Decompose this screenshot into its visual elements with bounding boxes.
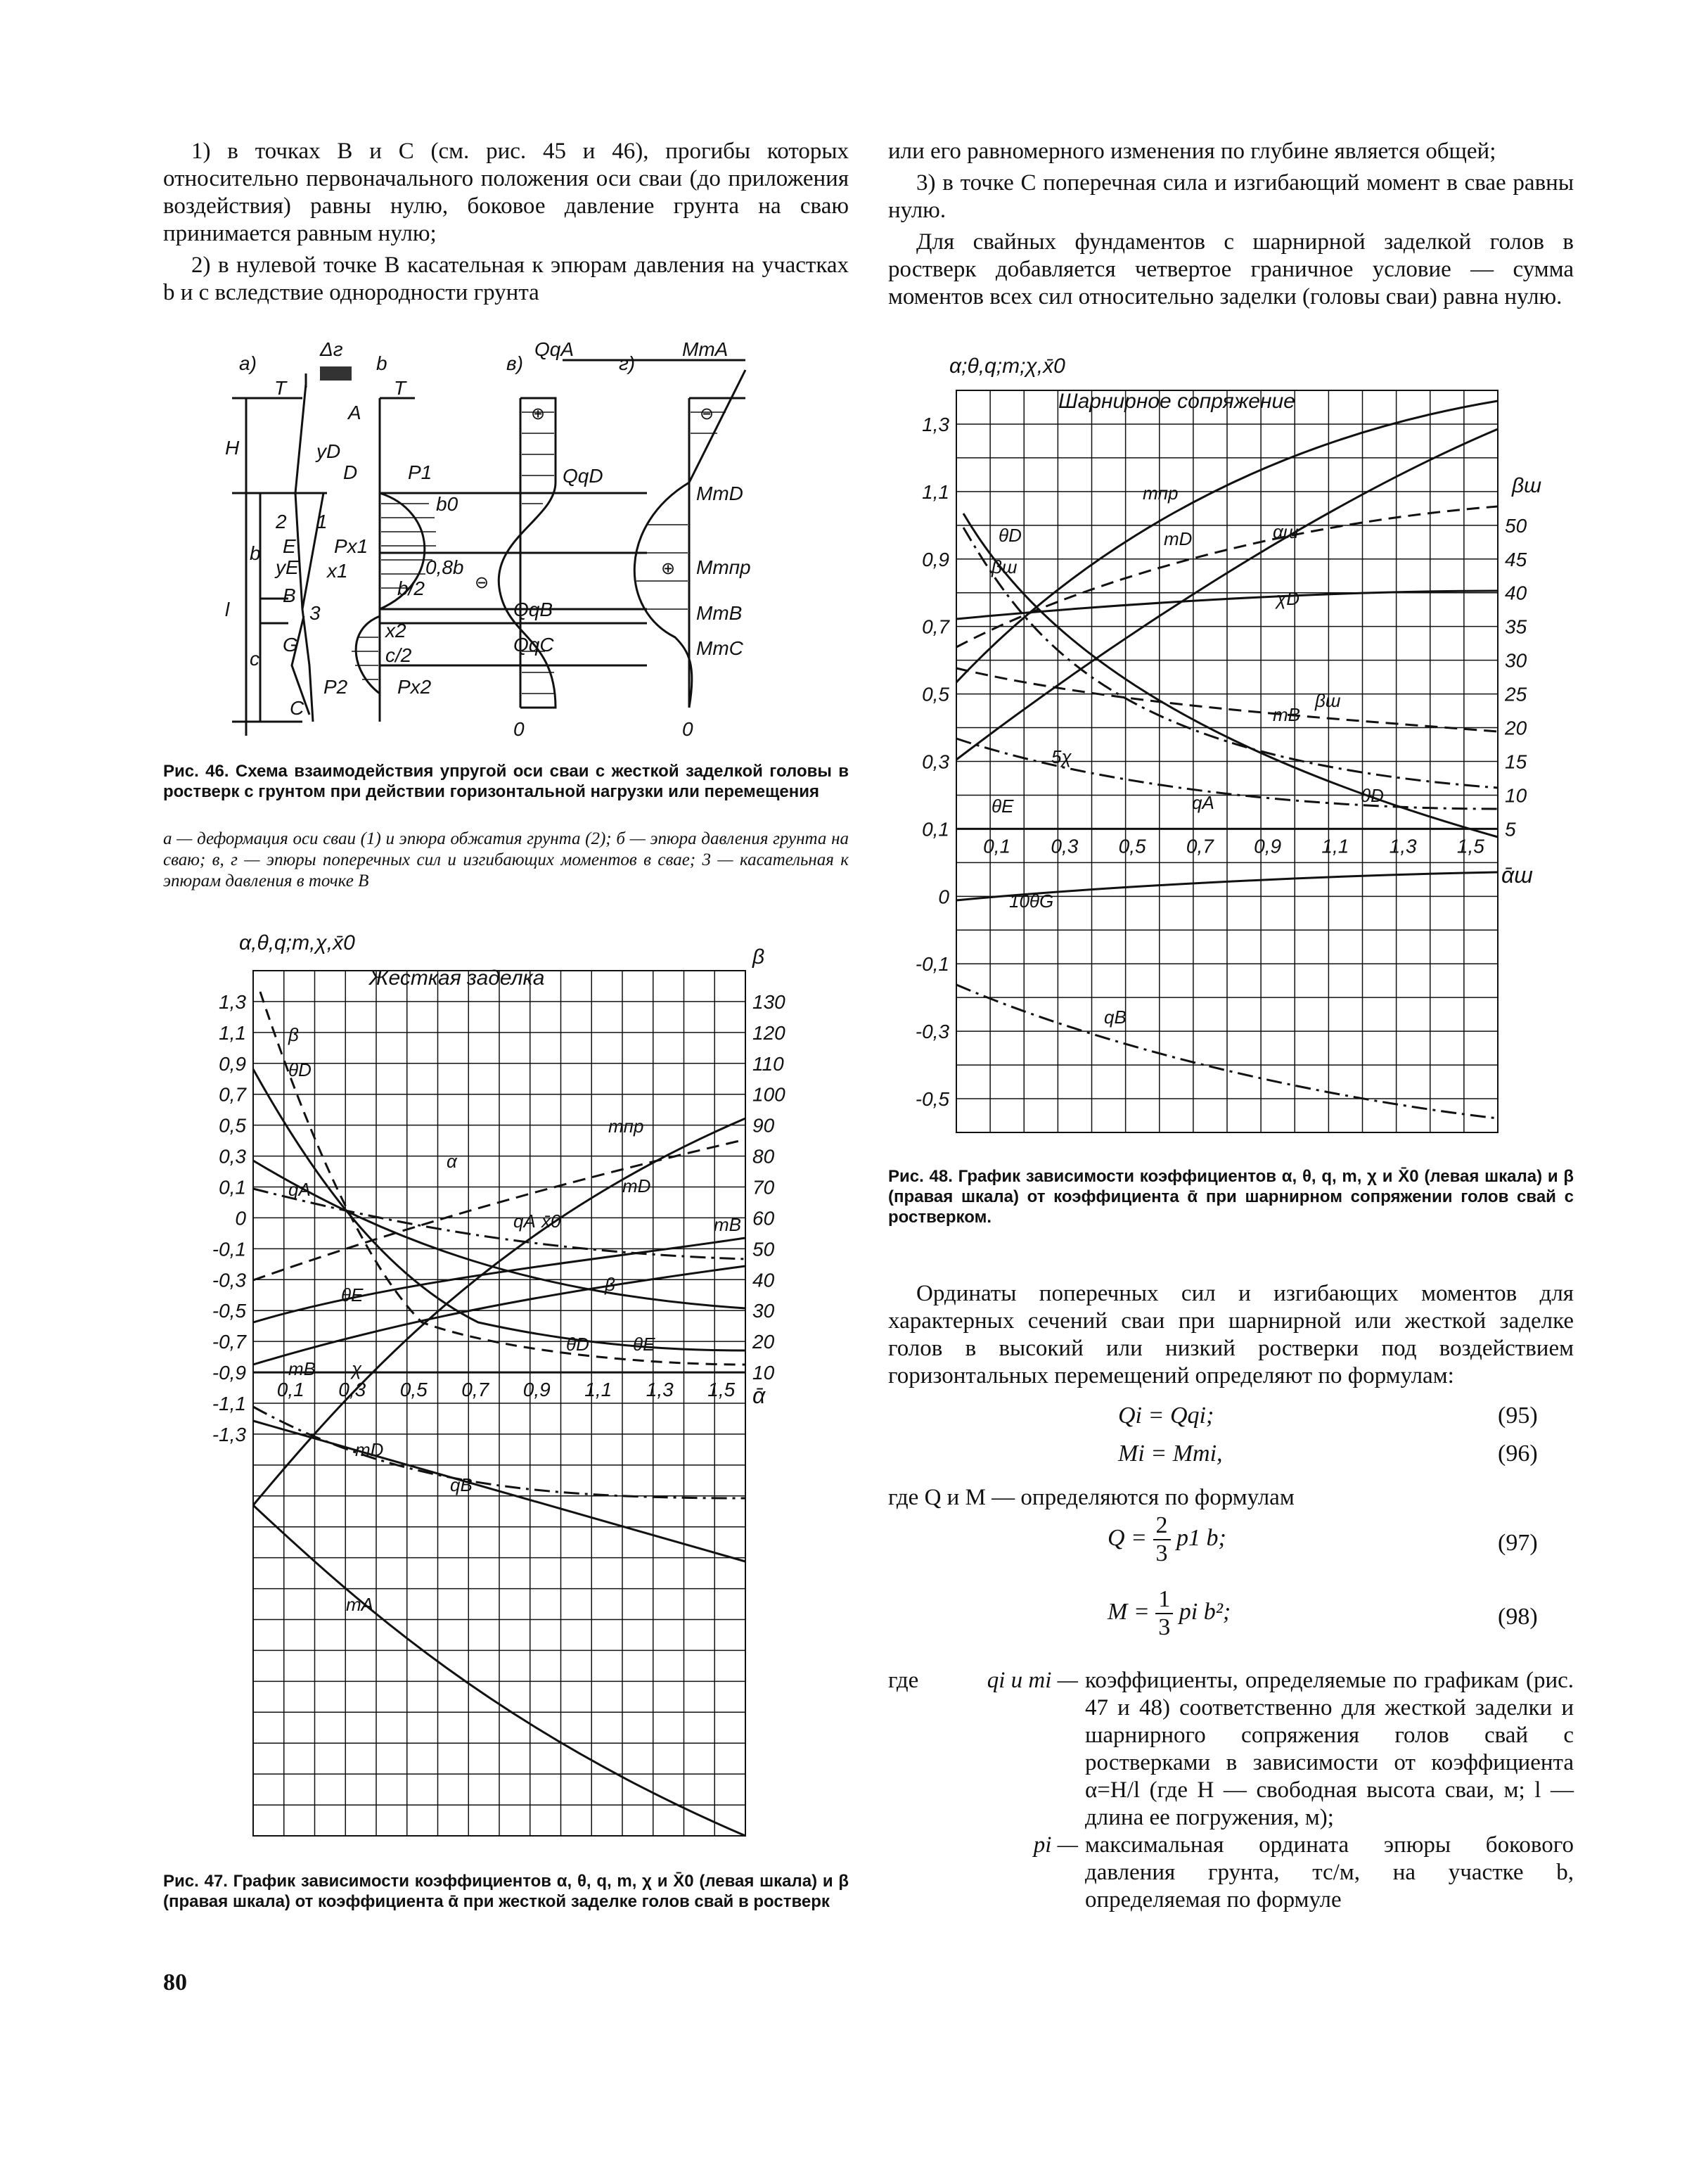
f98-den: 3 [1158, 1614, 1171, 1640]
fig47-left-tick: 0 [235, 1207, 246, 1230]
figure-47-chart [183, 928, 851, 1843]
fig48-x-tick: 1,5 [1456, 835, 1484, 857]
fig47-curve-beta [260, 992, 745, 1365]
f97-frac [1153, 1512, 1171, 1567]
left-column-text [163, 138, 849, 311]
fig48-right-tick: 30 [1505, 649, 1527, 672]
fig47-left-tick: 1,1 [219, 1021, 246, 1044]
fig48-right-tick: 20 [1505, 717, 1527, 739]
fig48-x-tick: 0,3 [1051, 835, 1079, 857]
fig47-right-tick: 10 [752, 1362, 775, 1384]
fig46-label-H: H [225, 437, 240, 459]
fig46-label-dg: Δг [320, 342, 343, 360]
fig47-left-tick: -0,5 [212, 1300, 246, 1322]
fig48-right-tick: 25 [1505, 683, 1527, 705]
fig48-x-tick: 0,9 [1254, 835, 1282, 857]
fig48-right-tick: 35 [1505, 615, 1527, 638]
eqno-97: (97) [1498, 1530, 1538, 1556]
fig47-x-tick: 0,5 [399, 1379, 428, 1401]
fig47-label-mpr: mпр [608, 1116, 644, 1137]
fig48-right-tick: 5 [1505, 818, 1516, 841]
fig47-left-tick: -0,1 [212, 1238, 246, 1260]
fig46-caption: Рис. 46. Схема взаимодействия упругой оси сваи с жесткой заделкой головы в ростверк с грунтом при действии горизонтальной нагрузки или перемещения [163, 762, 849, 801]
f98-lhs: M = [1108, 1598, 1150, 1625]
fig47-left-tick: 0,7 [219, 1083, 246, 1106]
pi-desc: максимальная ордината эпюры бокового давления грунта, тс/м, на участке b, определяемая по формуле [1085, 1832, 1574, 1912]
fig48-label-betaSh: βш [992, 556, 1018, 577]
eqno-95: (95) [1498, 1403, 1538, 1429]
fig46-label-P1: P1 [408, 461, 432, 483]
figure-48-chart [893, 352, 1568, 1139]
fig48-axis-right-title: βш [1512, 474, 1542, 497]
fig47-inner-title: Жесткая заделка [369, 966, 545, 990]
fig46-label-T2: T [394, 377, 406, 399]
fig47-left-tick: -0,7 [212, 1331, 246, 1353]
fig47-label-alpha: α [447, 1151, 457, 1172]
fig48-left-tick: -0,5 [915, 1088, 949, 1111]
where-label: где [888, 1668, 919, 1693]
fig48-inner-title: Шарнирное сопряжение [1058, 390, 1295, 413]
fig47-label-beta: β [288, 1024, 299, 1045]
fig48-left-tick: -0,1 [915, 953, 949, 976]
fig47-x-axis-label: ᾱ [752, 1383, 766, 1408]
fig47-right-tick: 90 [752, 1114, 775, 1137]
fig46-label-Mmpr: Mmпр [696, 556, 751, 578]
fig46-label-b: b [376, 352, 387, 374]
fig46-label-g: г) [619, 352, 636, 374]
fig47-axis-left-title: α,θ,q;m,χ,x̄0 [239, 931, 355, 954]
fig48-left-tick: -0,3 [915, 1021, 949, 1043]
fig47-left-tick: 0,9 [219, 1052, 246, 1075]
f97-den: 3 [1155, 1540, 1168, 1566]
fig47-label-qA: qA [288, 1179, 311, 1200]
fig46-label-yE: yE [276, 556, 299, 578]
fig47-x-tick: 0,3 [338, 1379, 366, 1401]
fig47-label-mD: mD [622, 1175, 651, 1196]
paragraph: 3) в точке C поперечная сила и изгибающий момент в свае равны нулю. [888, 170, 1574, 223]
fig46-label-bseg: b [250, 542, 261, 564]
fig46-label-D: D [343, 461, 358, 483]
fig46-label-v: в) [506, 352, 523, 374]
fig46-label-MmA: MmA [682, 342, 729, 360]
fig46-label-b0: b0 [436, 493, 458, 515]
fig48-right-tick: 15 [1505, 751, 1527, 773]
fig48-x-tick: 1,1 [1321, 835, 1349, 857]
f98-rhs: pi b²; [1179, 1598, 1231, 1625]
fig47-label-thetaE: θE [341, 1284, 364, 1305]
fig46-label-E: E [283, 535, 296, 557]
fig47-right-tick: 80 [752, 1145, 775, 1168]
fig46-label-MmD: MmD [696, 483, 743, 504]
fig47-right-tick: 30 [752, 1300, 775, 1322]
f97-rhs: p1 b; [1176, 1524, 1226, 1551]
fig47-right-tick: 120 [752, 1021, 785, 1044]
pi-term: pi — [1033, 1832, 1078, 1858]
eqno-98: (98) [1498, 1604, 1538, 1630]
fig48-x-axis-label: ᾱш [1501, 862, 1533, 888]
fig48-left-tick: 0,3 [922, 751, 949, 773]
figure-46 [225, 342, 759, 743]
svg-text:⊕: ⊕ [531, 404, 546, 423]
fig46-label-QqA: QqA [534, 342, 575, 360]
fig47-label-mB2: mB [288, 1358, 316, 1379]
fig47-x-tick: 1,1 [584, 1379, 612, 1401]
fig46-label-x1: x1 [327, 560, 348, 582]
fig47-axis-right-title: β [752, 945, 765, 969]
fig46-label-1: 1 [316, 511, 328, 532]
fig48-label-theta10: 10θG [1009, 890, 1054, 912]
fig48-left-tick: 1,3 [922, 413, 949, 435]
fig46-label-Px1: Px1 [334, 535, 368, 557]
fig47-right-tick: 70 [752, 1176, 775, 1199]
fig47-left-tick: 0,3 [219, 1145, 246, 1168]
fig46-label-T1: T [274, 377, 287, 399]
fig48-left-tick: 0,1 [922, 818, 949, 841]
fig48-left-tick: 0,9 [922, 548, 949, 570]
fig47-right-tick: 40 [752, 1269, 775, 1291]
paragraph: или его равномерного изменения по глубине является общей; [888, 139, 1496, 164]
fig47-right-tick: 50 [752, 1238, 775, 1260]
fig47-caption: Рис. 47. График зависимости коэффициентов α, θ, q, m, χ и X̄0 (левая шкала) и β (правая шкала) от коэффициента ᾱ при жесткой заделке голов свай в ростверк [163, 1872, 849, 1911]
fig46-label-QqC: QqC [513, 634, 554, 656]
fig47-left-tick: -1,3 [212, 1423, 246, 1445]
right-column-text-top [888, 138, 1574, 315]
fig48-right-tick: 40 [1505, 582, 1527, 604]
where-q-m: где Q и M — определяются по формулам [888, 1485, 1295, 1510]
qi-term: qi и mi — [987, 1668, 1078, 1693]
fig46-label-2: 2 [276, 511, 287, 532]
fig46-label-x2: x2 [385, 620, 406, 641]
fig46-label-yD: yD [316, 440, 341, 462]
fig48-left-tick: 1,1 [922, 480, 949, 503]
f98-num: 1 [1155, 1586, 1173, 1614]
fig46-label-P2: P2 [323, 676, 348, 698]
fig47-label-mB: mB [714, 1214, 741, 1235]
fig48-right-tick: 10 [1505, 784, 1527, 807]
fig47-label-qA2: qA [513, 1211, 536, 1232]
fig47-label-thetaD: θD [288, 1059, 312, 1080]
fig48-label-qA: qA [1192, 792, 1214, 813]
formula-98 [1108, 1586, 1231, 1641]
fig46-label-zero2: 0 [682, 718, 693, 740]
formula-96: Mi = Mmi, [1118, 1441, 1223, 1467]
eqno-96: (96) [1498, 1441, 1538, 1467]
rostverk-hatch [320, 366, 352, 381]
fig48-label-chi: χD [1276, 588, 1300, 609]
fig48-label-betaSh2: βш [1315, 690, 1341, 711]
fig48-curve-beta [963, 528, 1498, 788]
fig48-label-mB: mB [1273, 704, 1300, 725]
fig48-left-tick: 0 [938, 886, 949, 908]
fig47-x-tick: 1,5 [707, 1379, 736, 1401]
fig46-label-B: B [283, 585, 296, 606]
formula-97 [1108, 1512, 1226, 1567]
fig48-x-tick: 0,7 [1186, 835, 1214, 857]
fig46-label-C: C [290, 697, 304, 719]
fig46-label-c2: c/2 [385, 644, 412, 666]
fig46-label-QqB: QqB [513, 599, 553, 620]
fig47-right-tick: 100 [752, 1083, 785, 1106]
fig47-label-qB: qB [450, 1474, 473, 1495]
fig47-left-tick: 1,3 [219, 990, 246, 1013]
fig47-label-mA: mA [346, 1594, 373, 1615]
fig48-label-thetaD2: θD [1361, 785, 1384, 806]
fig48-label-mD: mD [1164, 528, 1193, 549]
fig47-right-tick: 130 [752, 990, 785, 1013]
svg-text:⊖: ⊖ [475, 573, 489, 592]
fig48-label-5x: 5χ [1051, 746, 1072, 767]
fig47-left-tick: 0,5 [219, 1114, 246, 1137]
page-number: 80 [163, 1969, 187, 1995]
paragraph: Для свайных фундаментов с шарнирной заделкой голов в ростверк добавляется четвертое граничное условие — сумма моментов всех сил относительно заделки (головы сваи) равна нулю. [888, 229, 1574, 309]
svg-text:⊖: ⊖ [700, 404, 714, 423]
fig47-x-tick: 0,9 [522, 1379, 551, 1401]
fig46-label-zero1: 0 [513, 718, 525, 740]
fig46-label-l: l [225, 599, 230, 620]
fig48-curve-thetaD [963, 513, 1498, 837]
fig47-left-tick: -0,9 [212, 1362, 246, 1384]
fig47-left-tick: 0,1 [219, 1176, 246, 1199]
fig46-label-MmC: MmC [696, 637, 743, 659]
fig47-right-tick: 110 [752, 1052, 784, 1075]
fig48-label-alpha: αш [1273, 521, 1299, 542]
fig46-label-G: G [283, 634, 298, 656]
fig48-caption: Рис. 48. График зависимости коэффициентов α, θ, q, m, χ и X̄0 (левая шкала) и β (правая шкала) от коэффициента ᾱ при шарнирном сопряжении голов свай с ростверком. [888, 1167, 1574, 1227]
fig47-label-mD2: mD [355, 1439, 384, 1460]
fig47-left-tick: -1,1 [212, 1393, 246, 1415]
f97-num: 2 [1153, 1512, 1171, 1540]
fig48-x-tick: 0,1 [983, 835, 1011, 857]
f97-lhs: Q = [1108, 1524, 1147, 1551]
paragraph: 2) в нулевой точке B касательная к эпюрам давления на участках b и c вследствие однородности грунта [163, 253, 849, 305]
fig48-right-tick: 45 [1505, 548, 1527, 570]
fig46-legend: а — деформация оси сваи (1) и эпюра обжатия грунта (2); б — эпюра давления грунта на сваю; в, г — эпюры поперечных сил и изгибающих моментов в свае; 3 — касательная к эпюрам давления в точке B [163, 829, 849, 890]
fig47-left-tick: -0,3 [212, 1269, 246, 1291]
right-column-text-lower [888, 1280, 1574, 1394]
definitions [888, 1667, 1574, 1948]
fig48-label-mpr: mпр [1143, 483, 1179, 504]
fig47-label-thetaD2: θD [566, 1334, 589, 1355]
fig46-label-MmB: MmB [696, 602, 743, 624]
fig48-label-thetaD: θD [999, 525, 1022, 546]
fig47-label-thetaE2: θE [633, 1334, 655, 1355]
fig46-label-b08: 0,8b [425, 556, 464, 578]
fig47-label-chi: χ [352, 1358, 362, 1379]
fig48-label-qB: qB [1104, 1007, 1127, 1028]
fig48-left-tick: 0,5 [922, 683, 949, 705]
fig48-axis-left-title: α;θ,q;m;χ,x̄0 [949, 355, 1065, 378]
fig48-x-tick: 1,3 [1389, 835, 1417, 857]
fig47-x-tick: 1,3 [646, 1379, 674, 1401]
paragraph: 1) в точках B и C (см. рис. 45 и 46), прогибы которых относительно первоначального положения оси сваи (до приложения воздействия) равны нулю, боковое давление грунта на сваю принимается равным нулю; [163, 139, 849, 246]
qi-desc: коэффициенты, определяемые по графикам (рис. 47 и 48) соответственно для жесткой заделки и шарнирного сопряжения голов свай с ростверками в зависимости от коэффициента α=H/l (где H — свободная высота сваи, м; l — длина ее погружения, м); [1085, 1668, 1574, 1830]
fig48-x-tick: 0,5 [1118, 835, 1146, 857]
fig46-label-a: а) [239, 352, 257, 374]
svg-text:⊕: ⊕ [661, 559, 676, 578]
f98-frac [1155, 1586, 1173, 1641]
fig46-label-c: c [250, 648, 259, 670]
fig48-label-thetaE: θE [992, 796, 1014, 817]
formula-95: Qi = Qqi; [1118, 1403, 1214, 1429]
fig46-label-Px2: Px2 [397, 676, 432, 698]
fig46-label-b2: b/2 [397, 577, 425, 599]
fig47-label-x0: x̄0 [541, 1211, 561, 1232]
fig46-label-QqD: QqD [563, 465, 603, 487]
fig47-label-beta2: β [605, 1274, 615, 1295]
paragraph: Ординаты поперечных сил и изгибающих моментов для характерных сечений сваи при шарнирной или жесткой заделке голов в высокий или низкий ростверки под воздействием горизонтальных перемещений определяют по формулам: [888, 1281, 1574, 1388]
fig48-left-tick: 0,7 [922, 615, 949, 638]
fig47-x-tick: 0,7 [461, 1379, 489, 1401]
fig47-x-tick: 0,1 [276, 1379, 304, 1401]
fig47-right-tick: 20 [752, 1331, 775, 1353]
fig46-label-3: 3 [309, 602, 321, 624]
fig48-right-tick: 50 [1505, 514, 1527, 537]
fig46-label-A: A [348, 402, 361, 423]
fig47-right-tick: 60 [752, 1207, 775, 1230]
